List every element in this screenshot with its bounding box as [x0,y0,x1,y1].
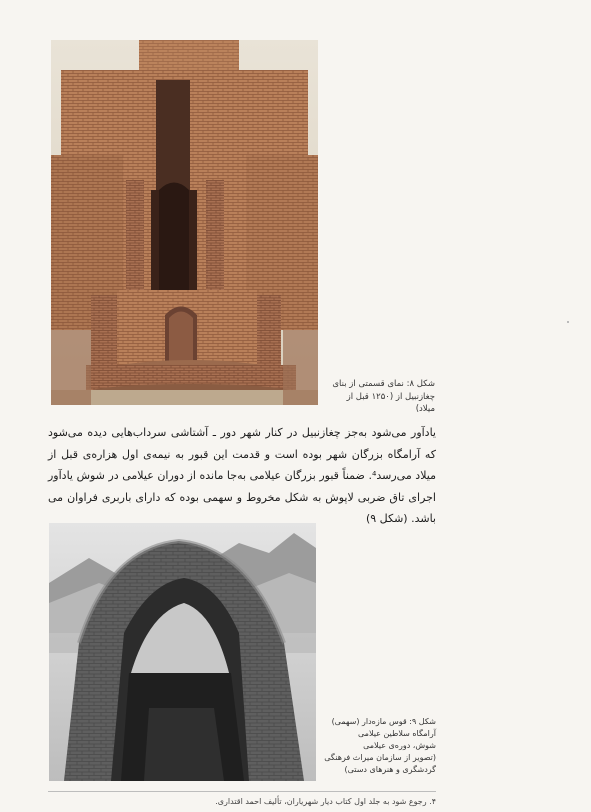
body-paragraph: یادآور می‌شود به‌جز چغازنبیل در کنار شهر دور ـ آشتاشی سرداب‌هایی دیده می‌شود که آرامگاه بزرگان شهر بوده است و قدمت این قبور به نیمه‌ی اول هزاره‌ی قبل از میلاد می‌رسد⁴. ضمناً قبور بزرگان عیلامی به‌جا مانده از دوران عیلامی در شوش یادآور اجرای تاق ضربی لاپوش به شکل مخروط و سهمی بوده که دارای باربری فراوان می باشد. (شکل ۹) [48,426,436,525]
figure-9-caption-line: شکل ۹: قوس مازه‌دار (سهمی) [331,717,436,726]
figure-8-caption [330,378,435,416]
figure-9-caption [322,716,436,776]
footnote-divider [48,791,436,792]
margin-mark [567,321,569,323]
figure-9-caption-line: شوش، دوره‌ی عیلامی [363,741,436,750]
figure-9-caption-line: آرامگاه سلاطین عیلامی [358,729,436,738]
figure-9-photo [49,523,316,781]
figure-8-caption-line: چغازنبیل از (۱۲۵۰ قبل از میلاد) [346,391,435,414]
figure-9-caption-line: گردشگری و هنرهای دستی) [344,765,436,774]
figure-8-caption-line: شکل ۸: نمای قسمتی از بنای [332,379,435,389]
elamite-vault-image [49,523,316,781]
chogha-zanbil-image [51,40,318,405]
footnote: ۴. رجوع شود به جلد اول کتاب دیار شهریاران، تألیف احمد اقتداری. [215,797,436,806]
figure-8-photo [51,40,318,405]
figure-9-caption-line: (تصویر از سازمان میراث فرهنگی [324,753,436,762]
